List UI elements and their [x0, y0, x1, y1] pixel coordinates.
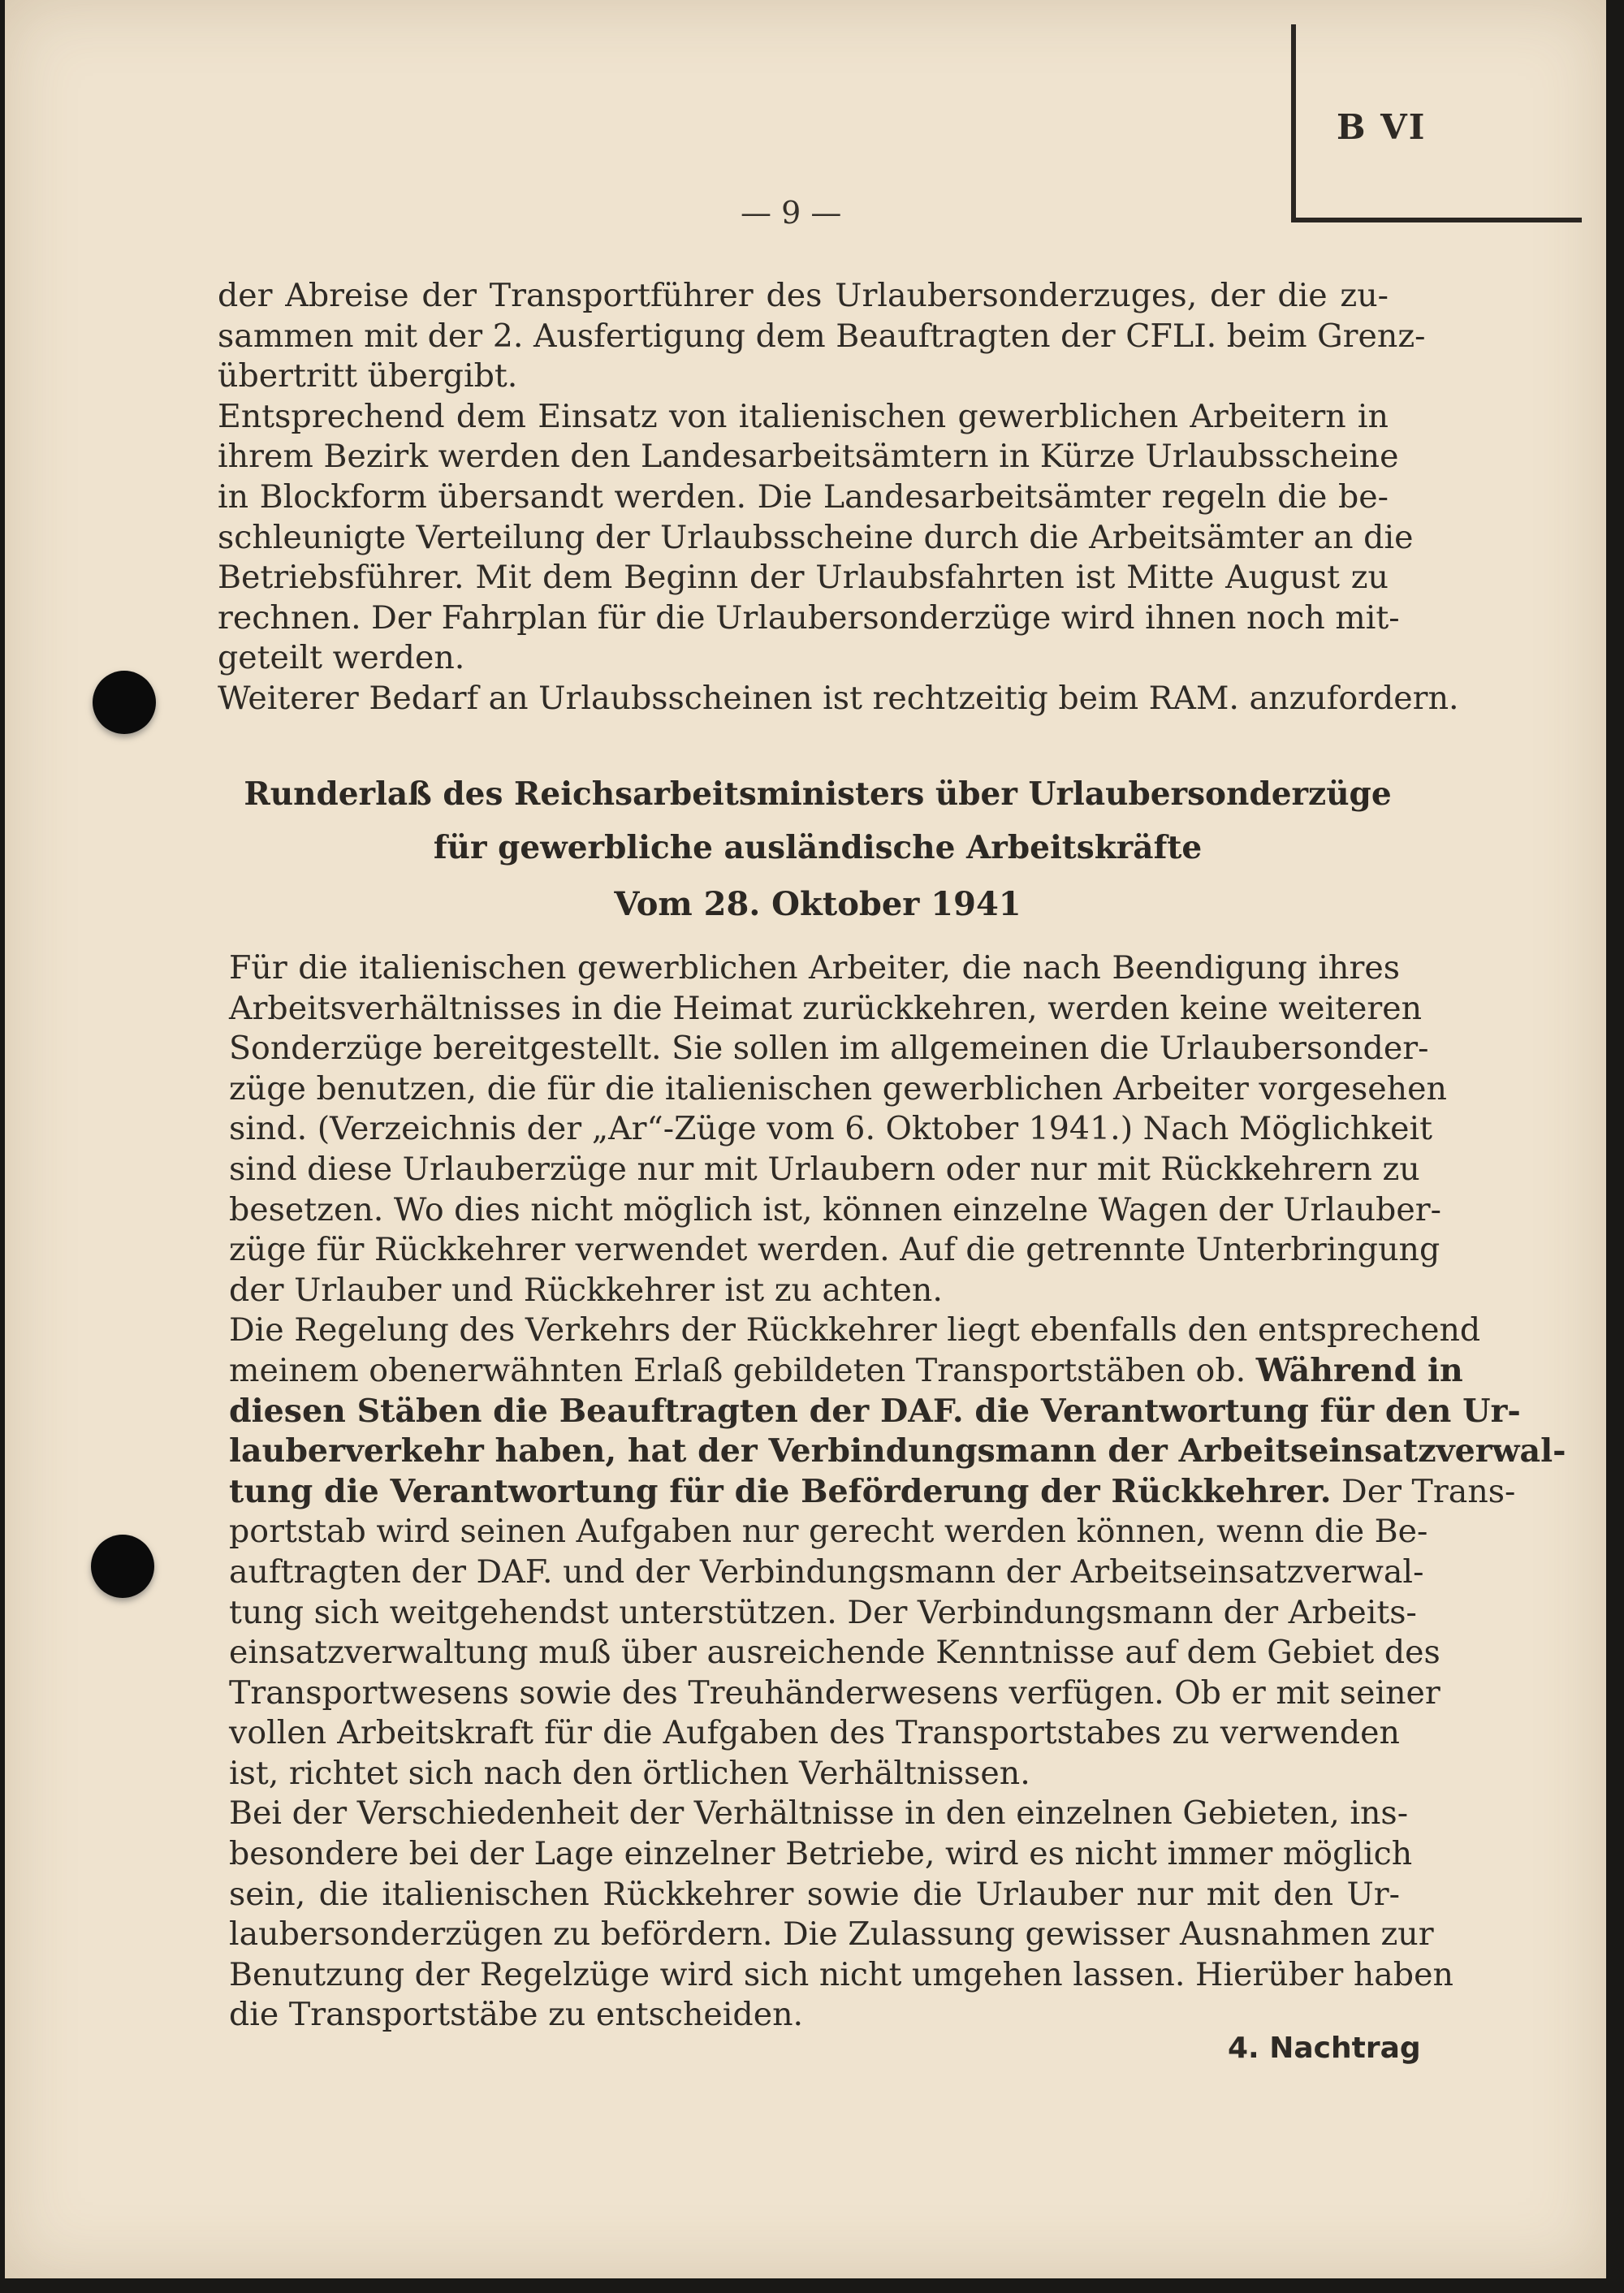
text-line: vollen Arbeitskraft für die Aufgaben des Transportstabes zu verwenden [229, 1714, 1400, 1752]
text-line: sind diese Urlauberzüge nur mit Urlaubern oder nur mit Rückkehrern zu [229, 1150, 1420, 1188]
text-line: geteilt werden. [218, 639, 465, 677]
text-line: Benutzung der Regelzüge wird sich nicht umgehen lassen. Hierüber haben [229, 1955, 1453, 1993]
paragraph-1 [218, 276, 1459, 719]
text-line: schleunigte Verteilung der Urlaubsscheine durch die Arbeitsämter an die [218, 518, 1414, 556]
text-segment-bold: tung die Verantwortung für die Beförderung der Rückkehrer. [229, 1472, 1332, 1510]
text-segment-bold: Während in [1255, 1351, 1463, 1389]
text-line: besetzen. Wo dies nicht möglich ist, können einzelne Wagen der Urlauber- [229, 1190, 1441, 1229]
punch-hole [93, 671, 156, 734]
text-line: Weiterer Bedarf an Urlaubsscheinen ist rechtzeitig beim RAM. anzufordern. [218, 679, 1459, 717]
text-line: Für die italienischen gewerblichen Arbeiter, die nach Beendigung ihres [229, 949, 1400, 987]
text-segment: meinem obenerwähnten Erlaß gebildeten Transportstäben ob. [229, 1351, 1256, 1389]
text-line: sein, die italienischen Rückkehrer sowie die Urlauber nur mit den Ur- [229, 1875, 1400, 1913]
supplement-note: 4. Nachtrag [1228, 2032, 1421, 2065]
text-line: Transportwesens sowie des Treuhänderwesens verfügen. Ob er mit seiner [229, 1673, 1440, 1712]
text-segment: Der Trans- [1331, 1472, 1516, 1510]
text-line: züge für Rückkehrer verwendet werden. Auf die getrennte Unterbringung [229, 1231, 1440, 1269]
text-line: besondere bei der Lage einzelner Betriebe, wird es nicht immer möglich [229, 1835, 1413, 1873]
text-line-mixed [229, 1351, 1463, 1392]
corner-frame-vertical [1291, 24, 1296, 222]
paragraph-2 [229, 948, 1566, 2036]
text-line: einsatzverwaltung muß über ausreichende Kenntnisse auf dem Gebiet des [229, 1634, 1440, 1672]
text-line: Arbeitsverhältnisses in die Heimat zurückkehren, werden keine weiteren [229, 989, 1423, 1027]
text-line: Die Regelung des Verkehrs der Rückkehrer liegt ebenfalls den entsprechend [229, 1311, 1481, 1349]
text-line: der Abreise der Transportführer des Urlaubersonderzuges, der die zu- [218, 277, 1389, 314]
text-line: rechnen. Der Fahrplan für die Urlaubersonderzüge wird ihnen noch mit- [218, 598, 1400, 637]
text-line-bold: lauberverkehr haben, hat der Verbindungsmann der Arbeitseinsatzverwal- [229, 1432, 1566, 1470]
text-line: sind. (Verzeichnis der „Ar“-Züge vom 6. Oktober 1941.) Nach Möglichkeit [229, 1110, 1433, 1148]
text-line: in Blockform übersandt werden. Die Landesarbeitsämter regeln die be- [218, 477, 1389, 516]
text-line-bold: diesen Stäben die Beauftragten der DAF. die Verantwortung für den Ur- [229, 1392, 1521, 1430]
text-line: Betriebsführer. Mit dem Beginn der Urlaubsfahrten ist Mitte August zu [218, 559, 1389, 597]
page-number: — 9 — [741, 195, 842, 231]
text-line: Entsprechend dem Einsatz von italienischen gewerblichen Arbeitern in [218, 397, 1389, 435]
decree-title: Runderlaß des Reichsarbeitsministers über Urlaubersonderzüge [244, 775, 1392, 813]
document-page [5, 0, 1606, 2278]
text-line: Bei der Verschiedenheit der Verhältnisse in den einzelnen Gebieten, ins- [229, 1794, 1409, 1833]
decree-date: Vom 28. Oktober 1941 [614, 885, 1021, 923]
text-line: ihrem Bezirk werden den Landesarbeitsämtern in Kürze Urlaubsscheine [218, 438, 1399, 476]
text-line: der Urlauber und Rückkehrer ist zu achten. [229, 1271, 943, 1309]
text-line: die Transportstäbe zu entscheiden. [229, 1996, 804, 2034]
text-line: züge benutzen, die für die italienischen gewerblichen Arbeiter vorgesehen [229, 1069, 1447, 1108]
text-line: tung sich weitgehendst unterstützen. Der Verbindungsmann der Arbeits- [229, 1593, 1417, 1631]
text-line: portstab wird seinen Aufgaben nur gerecht werden können, wenn die Be- [229, 1513, 1428, 1551]
text-line-mixed [229, 1472, 1516, 1513]
text-line: laubersonderzügen zu befördern. Die Zulassung gewisser Ausnahmen zur [229, 1915, 1434, 1954]
punch-hole [91, 1535, 154, 1598]
text-line: übertritt übergibt. [218, 357, 518, 395]
text-line: ist, richtet sich nach den örtlichen Verhältnissen. [229, 1754, 1030, 1792]
corner-frame-horizontal [1291, 218, 1582, 222]
section-code: B VI [1337, 107, 1427, 147]
text-line: auftragten der DAF. und der Verbindungsmann der Arbeitseinsatzverwal- [229, 1552, 1424, 1591]
decree-subtitle: für gewerbliche ausländische Arbeitskräfte [433, 829, 1203, 866]
text-line: Sonderzüge bereitgestellt. Sie sollen im allgemeinen die Urlaubersonder- [229, 1030, 1429, 1068]
text-line: sammen mit der 2. Ausfertigung dem Beauftragten der CFLI. beim Grenz- [218, 317, 1426, 355]
